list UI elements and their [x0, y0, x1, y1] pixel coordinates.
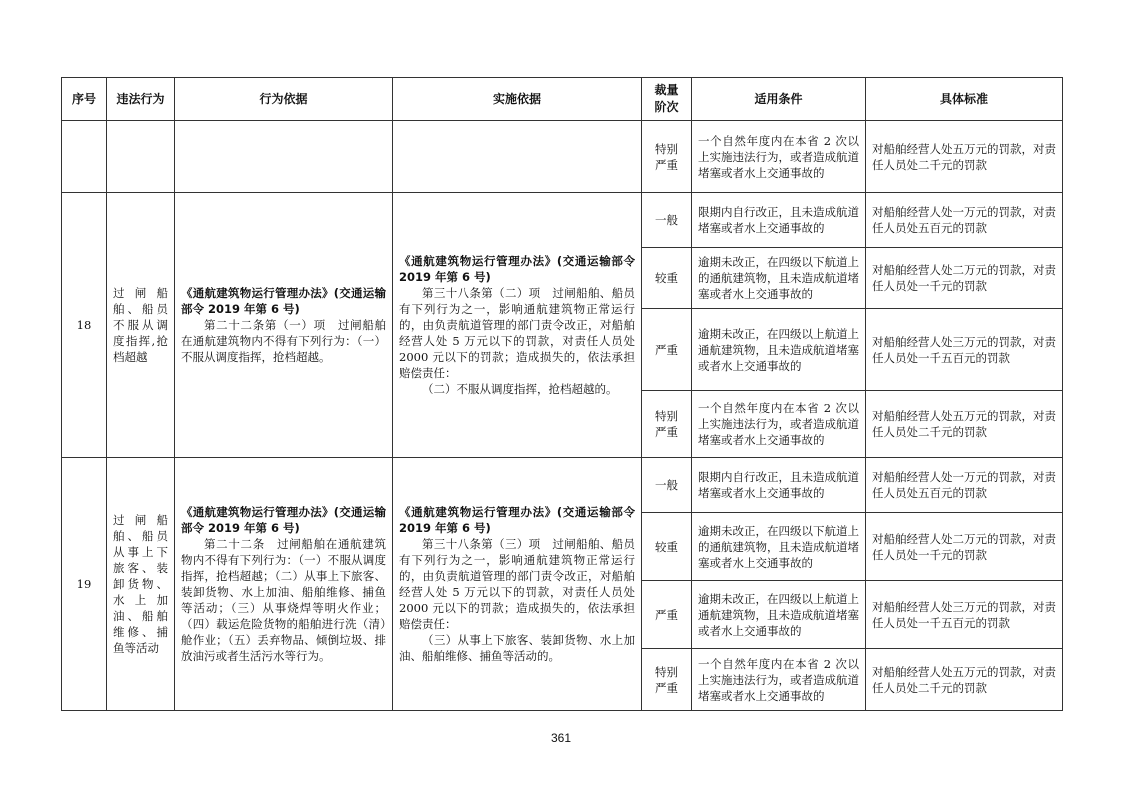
condition-cell: 一个自然年度内在本省 2 次以上实施违法行为，或者造成航道堵塞或者水上交通事故的	[692, 391, 866, 458]
implement-text: 第三十八条第（二）项 过闸船舶、船员有下列行为之一，影响通航建筑物正常运行的，由负责航道管理的部门责令改正，对船舶经营人处 5 万元以下的罚款，对责任人员处 2000 元以下的罚款；造成损失的，依法承担赔偿责任：	[399, 286, 635, 380]
implement-title: 《通航建筑物运行管理办法》(交通运输部令 2019 年第 6 号)	[399, 505, 635, 535]
basis-text: 第二十二条第（一）项 过闸船舶在通航建筑物内不得有下列行为：（一）不服从调度指挥，抢档超越。	[181, 318, 386, 364]
condition-cell: 逾期未改正，在四级以上航道上通航建筑物，且未造成航道堵塞或者水上交通事故的	[692, 581, 866, 649]
seq-cell: 19	[62, 458, 107, 711]
page-number: 361	[550, 731, 572, 745]
basis-cell	[175, 193, 393, 458]
level-cell: 特别 严重	[642, 391, 692, 458]
basis-title: 《通航建筑物运行管理办法》(交通运输部令 2019 年第 6 号)	[181, 505, 386, 535]
penalty-table	[61, 77, 1063, 711]
table-row	[62, 121, 1063, 193]
level-cell: 较重	[642, 248, 692, 309]
implement-item: （二）不服从调度指挥，抢档超越的。	[422, 382, 618, 396]
header-implement: 实施依据	[393, 78, 642, 121]
level-cell: 一般	[642, 458, 692, 513]
header-level: 裁量 阶次	[642, 78, 692, 121]
standard-cell: 对船舶经营人处一万元的罚款，对责任人员处五百元的罚款	[866, 458, 1063, 513]
implement-cell	[393, 458, 642, 711]
standard-cell: 对船舶经营人处二万元的罚款，对责任人员处一千元的罚款	[866, 248, 1063, 309]
level-cell: 严重	[642, 309, 692, 391]
basis-title: 《通航建筑物运行管理办法》(交通运输部令 2019 年第 6 号)	[181, 286, 386, 316]
condition-cell: 一个自然年度内在本省 2 次以上实施违法行为，或者造成航道堵塞或者水上交通事故的	[692, 649, 866, 711]
level-cell: 特别 严重	[642, 649, 692, 711]
level-cell: 较重	[642, 513, 692, 581]
condition-cell: 限期内自行改正，且未造成航道堵塞或者水上交通事故的	[692, 193, 866, 248]
level-cell: 严重	[642, 581, 692, 649]
implement-item: （三）从事上下旅客、装卸货物、水上加油、船舶维修、捕鱼等活动的。	[399, 633, 635, 663]
condition-cell: 逾期未改正，在四级以上航道上通航建筑物，且未造成航道堵塞或者水上交通事故的	[692, 309, 866, 391]
seq-cell: 18	[62, 193, 107, 458]
level-cell: 一般	[642, 193, 692, 248]
basis-cell	[175, 458, 393, 711]
header-violation: 违法行为	[107, 78, 175, 121]
condition-cell: 一个自然年度内在本省 2 次以上实施违法行为，或者造成航道堵塞或者水上交通事故的	[692, 121, 866, 193]
standard-cell: 对船舶经营人处一万元的罚款，对责任人员处五百元的罚款	[866, 193, 1063, 248]
standard-cell: 对船舶经营人处五万元的罚款，对责任人员处二千元的罚款	[866, 121, 1063, 193]
violation-cell: 过闸船舶、船员不服从调度指挥,抢档超越	[107, 193, 175, 458]
condition-cell: 逾期未改正，在四级以下航道上的通航建筑物，且未造成航道堵塞或者水上交通事故的	[692, 513, 866, 581]
header-row	[62, 78, 1063, 121]
table-row	[62, 458, 1063, 513]
violation-cell: 过闸船舶、船员从事上下旅客、装卸货物、水上加油、船舶维修、捕鱼等活动	[107, 458, 175, 711]
table-row	[62, 193, 1063, 248]
standard-cell: 对船舶经营人处五万元的罚款，对责任人员处二千元的罚款	[866, 649, 1063, 711]
standard-cell: 对船舶经营人处三万元的罚款，对责任人员处一千五百元的罚款	[866, 581, 1063, 649]
header-seq: 序号	[62, 78, 107, 121]
condition-cell: 限期内自行改正，且未造成航道堵塞或者水上交通事故的	[692, 458, 866, 513]
basis-text: 第二十二条 过闸船舶在通航建筑物内不得有下列行为：（一）不服从调度指挥，抢档超越；（二）从事上下旅客、装卸货物、水上加油、船舶维修、捕鱼等活动；（三）从事烧焊等明火作业；（四）载运危险货物的船舶进行洗（清）舱作业；（五）丢弃物品、倾倒垃圾、排放油污或者生活污水等行为。	[181, 537, 386, 663]
standard-cell: 对船舶经营人处五万元的罚款，对责任人员处二千元的罚款	[866, 391, 1063, 458]
implement-cell	[393, 193, 642, 458]
header-standard: 具体标准	[866, 78, 1063, 121]
standard-cell: 对船舶经营人处二万元的罚款，对责任人员处一千元的罚款	[866, 513, 1063, 581]
implement-title: 《通航建筑物运行管理办法》(交通运输部令 2019 年第 6 号)	[399, 254, 635, 284]
header-condition: 适用条件	[692, 78, 866, 121]
level-cell: 特别 严重	[642, 121, 692, 193]
standard-cell: 对船舶经营人处三万元的罚款，对责任人员处一千五百元的罚款	[866, 309, 1063, 391]
condition-cell: 逾期未改正，在四级以下航道上的通航建筑物，且未造成航道堵塞或者水上交通事故的	[692, 248, 866, 309]
implement-text: 第三十八条第（三）项 过闸船舶、船员有下列行为之一，影响通航建筑物正常运行的，由负责航道管理的部门责令改正，对船舶经营人处 5 万元以下的罚款，对责任人员处 2000 元以下的罚款；造成损失的，依法承担赔偿责任：	[399, 537, 635, 631]
header-basis: 行为依据	[175, 78, 393, 121]
